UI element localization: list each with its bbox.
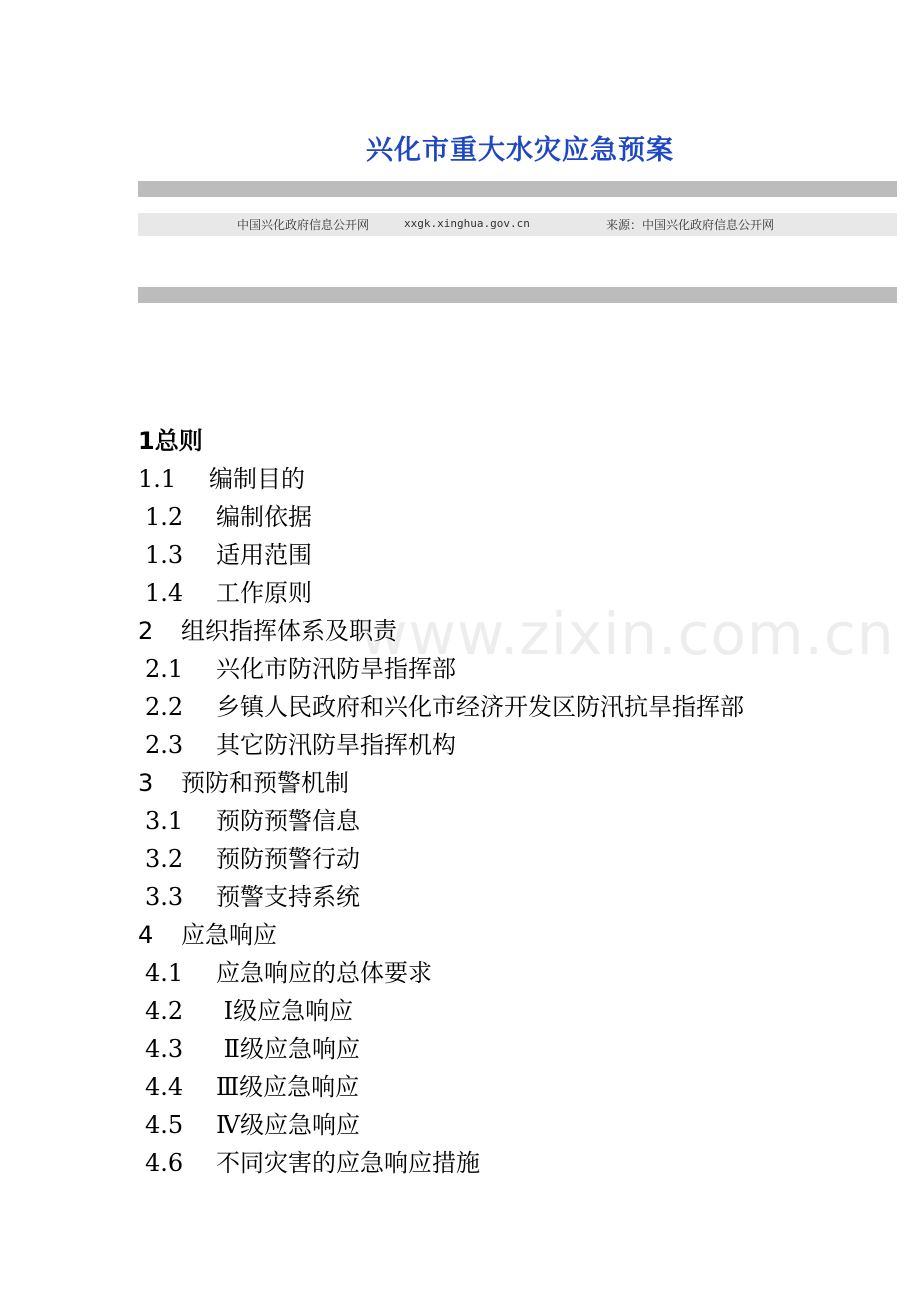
toc-text: 编制目的: [209, 465, 305, 493]
toc-subsection-item: [138, 688, 898, 726]
toc-number: 2.3: [145, 731, 184, 759]
toc-text: 预防预警信息: [216, 807, 360, 835]
toc-text: 编制依据: [216, 503, 312, 531]
toc-number: 1.2: [145, 503, 184, 531]
toc-text: Ⅲ级应急响应: [216, 1073, 360, 1101]
toc-section-heading: [138, 422, 898, 460]
toc-text: 应急响应: [181, 921, 277, 949]
toc-number: 4.4: [145, 1073, 184, 1101]
toc-subsection-item: [138, 650, 898, 688]
toc-section-heading: [138, 764, 898, 802]
toc-subsection-item: [138, 878, 898, 916]
toc-text: 组织指挥体系及职责: [181, 617, 397, 645]
toc-text: 工作原则: [216, 579, 312, 607]
toc-number: 1.1: [138, 465, 177, 493]
header-divider-bar: [138, 181, 897, 197]
toc-subsection-item: [138, 954, 898, 992]
toc-subsection-item: [138, 460, 898, 498]
toc-number: 3.3: [145, 883, 184, 911]
toc-subsection-item: [138, 1106, 898, 1144]
toc-subsection-item: [138, 1030, 898, 1068]
toc-number: 4.1: [145, 959, 184, 987]
toc-number: 4.5: [145, 1111, 184, 1139]
content-divider-bar: [138, 287, 897, 303]
site-name: 中国兴化政府信息公开网: [237, 218, 370, 232]
page-title: 兴化市重大水灾应急预案: [366, 135, 674, 166]
toc-text: 乡镇人民政府和兴化市经济开发区防汛抗旱指挥部: [216, 693, 744, 721]
toc-number: 4.3: [145, 1035, 184, 1063]
toc-number: 2: [138, 617, 154, 645]
toc-subsection-item: [138, 1068, 898, 1106]
toc-number: 4.6: [145, 1149, 184, 1177]
watermark: www.zixin.com.cn: [360, 600, 895, 668]
toc-number: 1: [138, 427, 155, 455]
toc-number: 4: [138, 921, 154, 949]
toc-text: Ⅰ级应急响应: [216, 997, 354, 1025]
toc-text: 不同灾害的应急响应措施: [216, 1149, 480, 1177]
toc-text: 预防和预警机制: [181, 769, 349, 797]
toc-number: 3.1: [145, 807, 184, 835]
toc-number: 1.3: [145, 541, 184, 569]
toc-number: 1.4: [145, 579, 184, 607]
toc-text: Ⅳ级应急响应: [216, 1111, 360, 1139]
toc-text: Ⅱ级应急响应: [216, 1035, 360, 1063]
toc-subsection-item: [138, 536, 898, 574]
toc-text: 适用范围: [216, 541, 312, 569]
toc-text: 应急响应的总体要求: [216, 959, 432, 987]
toc-subsection-item: [138, 574, 898, 612]
toc-number: 2.2: [145, 693, 184, 721]
toc-section-heading: [138, 612, 898, 650]
toc-text: 总则: [154, 427, 203, 455]
source-label: 来源：中国兴化政府信息公开网: [606, 218, 775, 232]
toc-text: 预防预警行动: [216, 845, 360, 873]
toc-subsection-item: [138, 802, 898, 840]
toc-number: 3: [138, 769, 154, 797]
toc-number: 3.2: [145, 845, 184, 873]
toc-subsection-item: [138, 840, 898, 878]
table-of-contents: [138, 422, 898, 1182]
source-info-bar: [138, 213, 897, 236]
toc-subsection-item: [138, 992, 898, 1030]
site-url-link[interactable]: xxgk.xinghua.gov.cn: [404, 217, 530, 230]
toc-text: 兴化市防汛防旱指挥部: [216, 655, 456, 683]
toc-section-heading: [138, 916, 898, 954]
toc-text: 预警支持系统: [216, 883, 360, 911]
toc-text: 其它防汛防旱指挥机构: [216, 731, 456, 759]
toc-number: 2.1: [145, 655, 184, 683]
toc-number: 4.2: [145, 997, 184, 1025]
toc-subsection-item: [138, 726, 898, 764]
toc-subsection-item: [138, 1144, 898, 1182]
toc-subsection-item: [138, 498, 898, 536]
